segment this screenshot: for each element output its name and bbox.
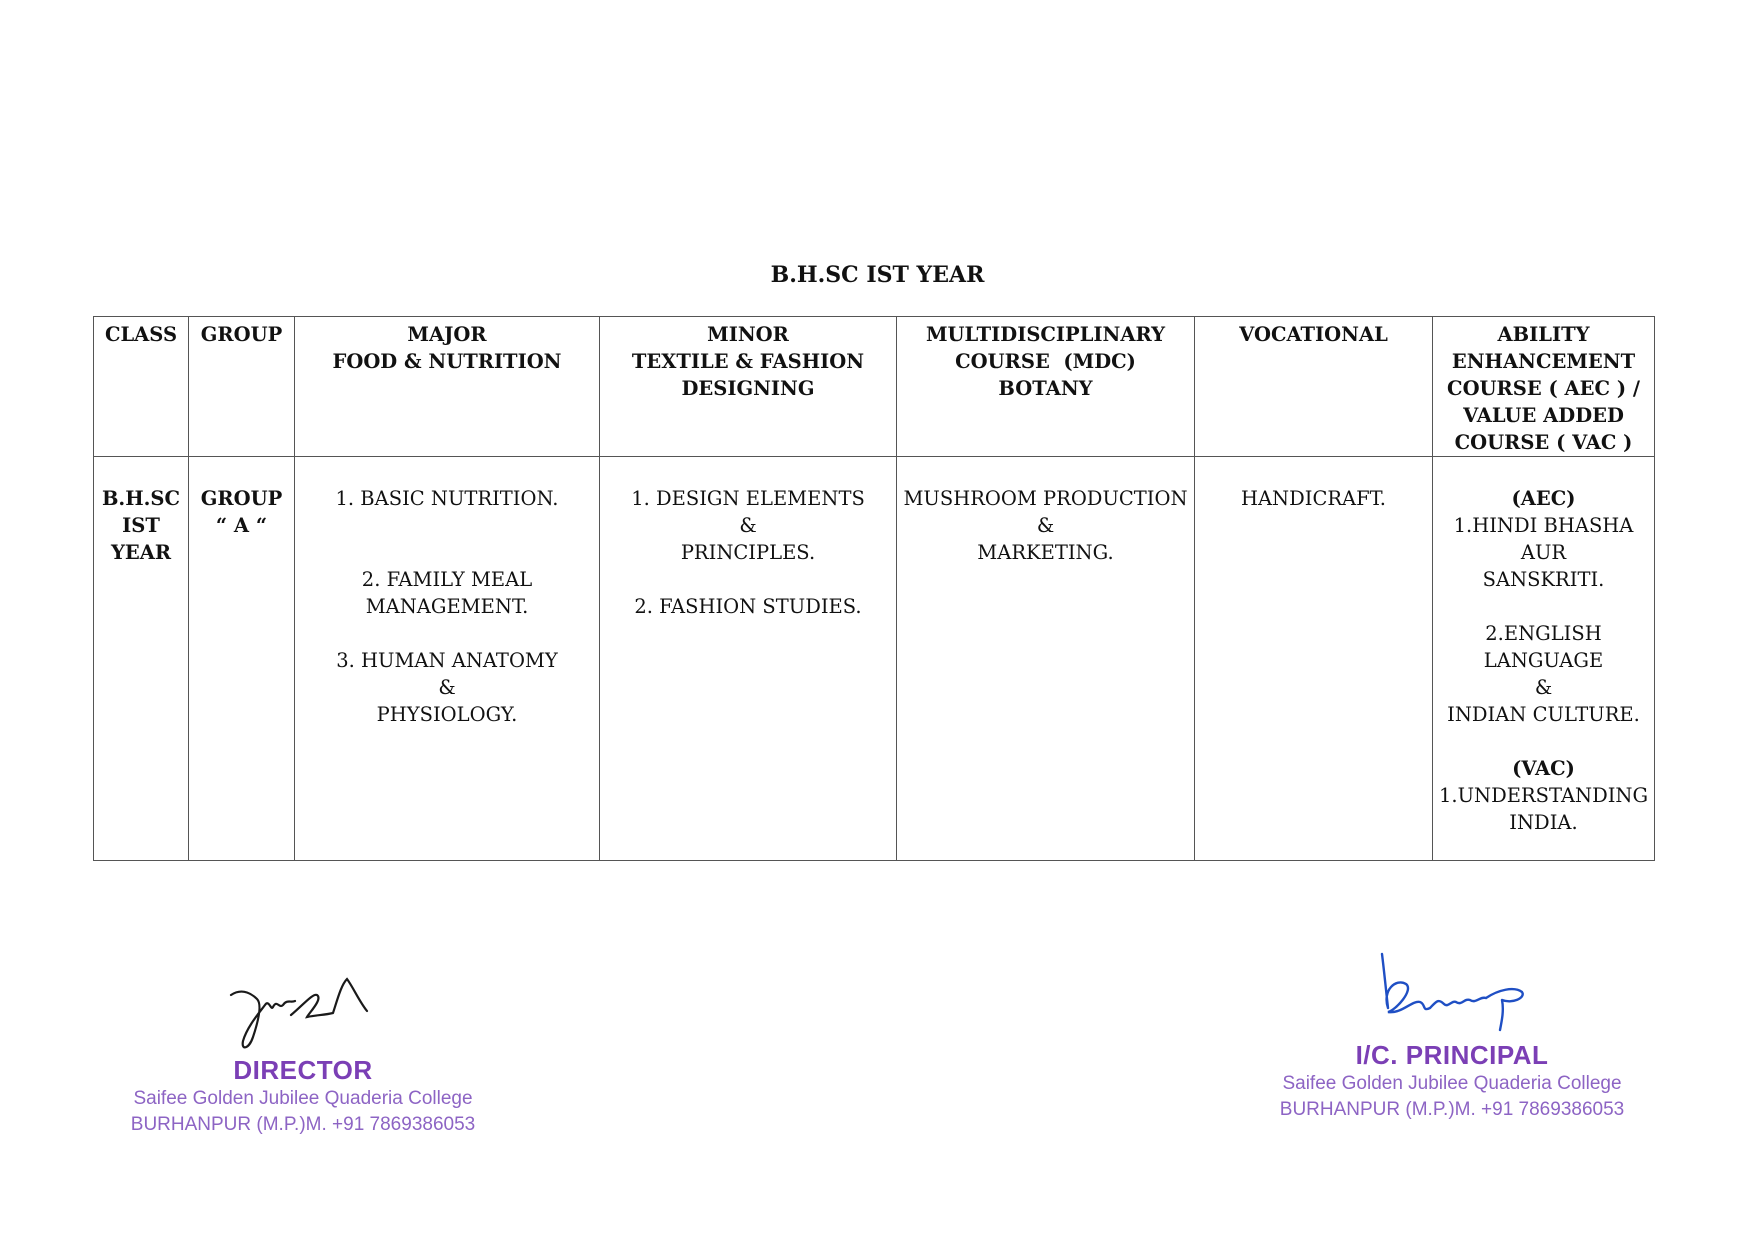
aec-heading: (AEC) [1511, 487, 1576, 510]
cell-aec-vac: (AEC) 1.HINDI BHASHA AUR SANSKRITI. 2.ENGLISH LANGUAGE & INDIAN CULTURE. (VAC) 1.UNDERSTANDING INDIA. [1433, 457, 1655, 861]
principal-org: Saifee Golden Jubilee Quaderia College [1282, 1073, 1622, 1094]
table-row [94, 457, 1655, 861]
header-class: CLASS [94, 317, 189, 457]
director-signature-block [128, 965, 478, 1138]
header-mdc: MULTIDISCIPLINARY COURSE (MDC) BOTANY [897, 317, 1195, 457]
principal-signature-block [1262, 950, 1642, 1123]
cell-minor: 1. DESIGN ELEMENTS & PRINCIPLES. 2. FASHION STUDIES. [600, 457, 897, 861]
page-title: B.H.SC IST YEAR [770, 262, 985, 288]
director-contact: BURHANPUR (M.P.)M. +91 7869386053 [130, 1114, 476, 1135]
principal-contact: BURHANPUR (M.P.)M. +91 7869386053 [1279, 1099, 1625, 1120]
header-vocational: VOCATIONAL [1195, 317, 1433, 457]
header-aec-vac: ABILITY ENHANCEMENT COURSE ( AEC ) / VALUE ADDED COURSE ( VAC ) [1433, 317, 1655, 457]
cell-vocational: HANDICRAFT. [1195, 457, 1433, 861]
header-group: GROUP [189, 317, 295, 457]
director-role: DIRECTOR [233, 1055, 373, 1085]
header-row [94, 317, 1655, 457]
vac-heading: (VAC) [1512, 757, 1575, 780]
cell-major: 1. BASIC NUTRITION. 2. FAMILY MEAL MANAGEMENT. 3. HUMAN ANATOMY & PHYSIOLOGY. [295, 457, 600, 861]
principal-role: I/C. PRINCIPAL [1355, 1040, 1549, 1070]
header-major: MAJOR FOOD & NUTRITION [295, 317, 600, 457]
cell-group: GROUP “ A “ [189, 457, 295, 861]
director-org: Saifee Golden Jubilee Quaderia College [133, 1088, 473, 1109]
cell-class: B.H.SC IST YEAR [94, 457, 189, 861]
principal-signature [1352, 950, 1552, 1040]
director-signature [213, 965, 393, 1055]
header-minor: MINOR TEXTILE & FASHION DESIGNING [600, 317, 897, 457]
course-table [93, 316, 1655, 861]
cell-mdc: MUSHROOM PRODUCTION & MARKETING. [897, 457, 1195, 861]
